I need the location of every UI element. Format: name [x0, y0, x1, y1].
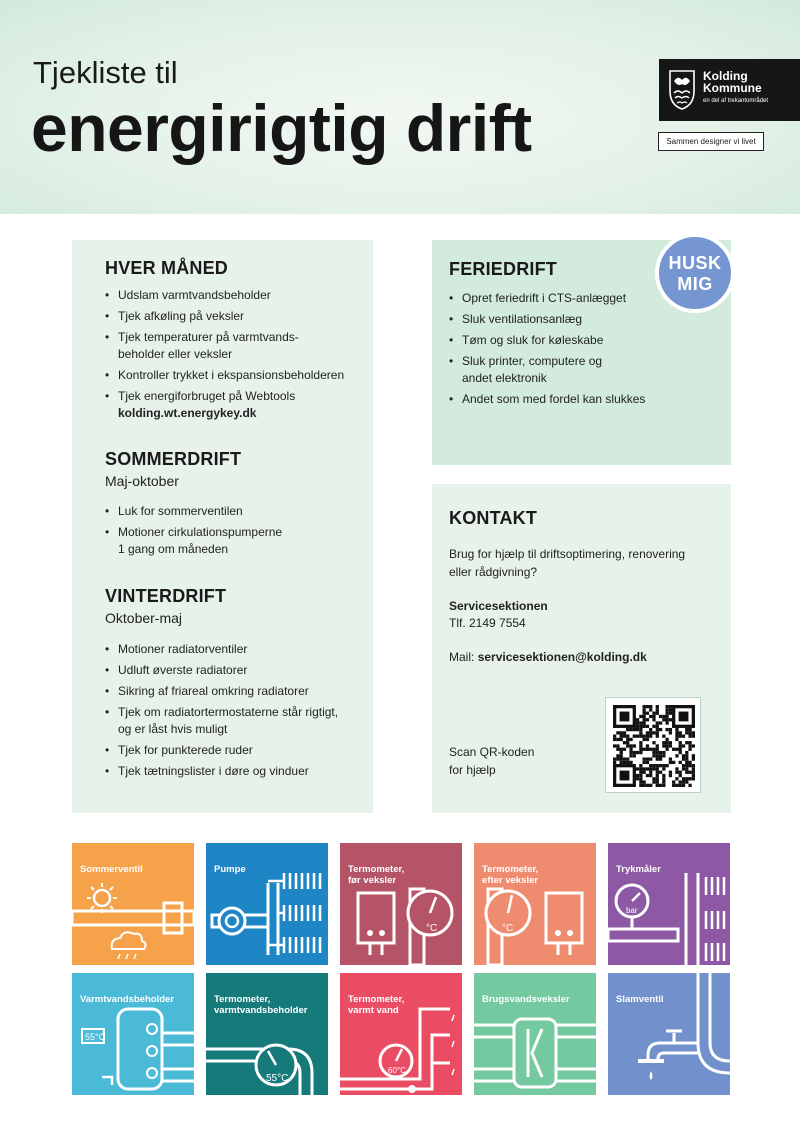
- list-item: • Andet som med fordel kan slukkes: [449, 391, 719, 408]
- tile-label: Sommerventil: [80, 864, 143, 875]
- scan-instructions: [449, 743, 534, 779]
- heading-hver-maaned: HVER MÅNED: [105, 258, 229, 278]
- sludge-valve-icon: [608, 973, 730, 1095]
- tile-slamventil: [608, 973, 730, 1095]
- list-item-text: Tjek temperaturer på varmtvands-: [118, 330, 299, 344]
- tile-label: [214, 994, 307, 1016]
- heading-sommerdrift: SOMMERDRIFT: [105, 449, 242, 469]
- scan-line: Scan QR-koden: [449, 745, 535, 759]
- tile-termometer-foer-veksler: [340, 843, 462, 965]
- kontakt-mail-row: [449, 648, 647, 666]
- husk-mig-badge: [655, 233, 735, 313]
- thermometer-hot-water-icon: [340, 973, 462, 1095]
- tagline: Sammen designer vi livet: [658, 132, 764, 151]
- heading-feriedrift: FERIEDRIFT: [449, 259, 557, 279]
- list-item: [449, 353, 719, 387]
- gauge-unit: 55°C: [85, 1032, 106, 1042]
- page-title: energirigtig drift: [31, 91, 532, 165]
- list-item-text: og er låst hvis muligt: [118, 722, 228, 736]
- logo-text-region: en del af trekantområdet: [703, 98, 769, 104]
- list-vinterdrift: [105, 641, 367, 784]
- tile-label-line: varmtvandsbeholder: [214, 1005, 308, 1016]
- logo-text-kommune: Kommune: [703, 81, 762, 95]
- tile-label-line: Termometer,: [214, 994, 271, 1005]
- list-item-text: Tjek om radiatortermostaterne står rigtigt,: [118, 705, 339, 719]
- list-item: • Motioner radiatorventiler: [105, 641, 367, 658]
- list-item: • Tjek tætningslister i døre og vinduer: [105, 763, 367, 780]
- page-subtitle: Tjekliste til: [33, 55, 178, 90]
- tile-varmtvandsbeholder: [72, 973, 194, 1095]
- scan-line: for hjælp: [449, 763, 496, 777]
- list-item-text: Sluk printer, computere og: [462, 354, 603, 368]
- tile-label-line: Termometer,: [348, 864, 405, 875]
- list-item: • Tjek for punkterede ruder: [105, 742, 367, 759]
- gauge-unit: °C: [502, 923, 514, 934]
- tile-label: [348, 994, 404, 1016]
- tile-trykmaaler: [608, 843, 730, 965]
- kontakt-intro-line: Brug for hjælp til driftsoptimering, renovering: [449, 547, 686, 561]
- gauge-unit: 60°C: [388, 1066, 406, 1075]
- gauge-unit: bar: [626, 906, 638, 915]
- tile-label-line: varmt vand: [348, 1005, 399, 1016]
- tile-label-line: Termometer,: [482, 864, 539, 875]
- tile-termometer-varmt-vand: [340, 973, 462, 1095]
- kontakt-intro-line: eller rådgivning?: [449, 565, 538, 579]
- tile-label: [482, 864, 538, 886]
- list-item: [105, 388, 367, 422]
- list-item: • Udslam varmtvandsbeholder: [105, 287, 367, 304]
- tile-label: Pumpe: [214, 864, 246, 875]
- tile-label: Brugsvandsveksler: [482, 994, 570, 1005]
- badge-line: HUSK: [668, 253, 722, 273]
- list-item: • Udluft øverste radiatorer: [105, 662, 367, 679]
- list-item: • Opret feriedrift i CTS-anlægget: [449, 290, 719, 307]
- water-exchanger-icon: [474, 973, 596, 1095]
- list-item: • Tjek afkøling på veksler: [105, 308, 367, 325]
- tile-termometer-varmtvandsbeholder: [206, 973, 328, 1095]
- thermometer-after-exchanger-icon: [474, 843, 596, 965]
- tile-label-line: Termometer,: [348, 994, 405, 1005]
- list-item-text: Tjek energiforbruget på Webtools: [118, 389, 296, 403]
- pressure-gauge-icon: [608, 843, 730, 965]
- sommerdrift-period: Maj-oktober: [105, 473, 179, 489]
- kolding-crest-icon: [667, 67, 697, 111]
- kontakt-phone[interactable]: Tlf. 2149 7554: [449, 616, 526, 630]
- list-item: [105, 524, 367, 558]
- list-item: • Sikring af friareal omkring radiatorer: [105, 683, 367, 700]
- qr-code[interactable]: [605, 697, 701, 793]
- qr-code-icon: [613, 705, 695, 787]
- vinterdrift-period: Oktober-maj: [105, 610, 183, 626]
- tile-label-line: efter veksler: [482, 875, 538, 886]
- list-item-text: 1 gang om måneden: [118, 542, 229, 556]
- valve-sun-snow-icon: [72, 843, 194, 965]
- tile-pumpe: [206, 843, 328, 965]
- heading-kontakt: KONTAKT: [449, 508, 538, 528]
- header-banner: [0, 0, 800, 214]
- list-item: • Tøm og sluk for køleskabe: [449, 332, 719, 349]
- heading-vinterdrift: VINTERDRIFT: [105, 586, 227, 606]
- gauge-unit: °C: [426, 923, 438, 934]
- tile-termometer-efter-veksler: [474, 843, 596, 965]
- hot-water-tank-icon: [72, 973, 194, 1095]
- thermometer-tank-icon: [206, 973, 328, 1095]
- tile-label: Varmtvandsbeholder: [80, 994, 174, 1005]
- thermometer-before-exchanger-icon: [340, 843, 462, 965]
- list-sommerdrift: [105, 503, 367, 562]
- list-item-text: andet elektronik: [462, 371, 547, 385]
- logo-text-kolding: Kolding: [703, 69, 748, 83]
- mail-link[interactable]: servicesektionen@kolding.dk: [477, 650, 647, 664]
- kontakt-intro: [449, 545, 685, 581]
- badge-line: MIG: [677, 274, 713, 294]
- tile-label-line: før veksler: [348, 875, 397, 886]
- pump-radiator-icon: [206, 843, 328, 965]
- kontakt-name: Servicesektionen: [449, 599, 548, 613]
- tile-brugsvandsveksler: [474, 973, 596, 1095]
- gauge-unit: 55°C: [266, 1073, 289, 1084]
- list-item: • Kontroller trykket i ekspansionsbeholderen: [105, 367, 367, 384]
- tile-sommerventil: [72, 843, 194, 965]
- list-item: [105, 329, 367, 363]
- kolding-logo: [659, 59, 800, 121]
- tile-label: Slamventil: [616, 994, 664, 1005]
- webtools-link[interactable]: kolding.wt.energykey.dk: [118, 406, 257, 420]
- list-item: • Luk for sommerventilen: [105, 503, 367, 520]
- mail-label: Mail:: [449, 650, 475, 664]
- list-item: [105, 704, 367, 738]
- list-item-text: Motioner cirkulationspumperne: [118, 525, 283, 539]
- list-item: • Sluk ventilationsanlæg: [449, 311, 719, 328]
- tile-label: [348, 864, 404, 886]
- tile-label: Trykmåler: [616, 864, 661, 875]
- list-hver-maaned: [105, 287, 367, 426]
- list-item-text: beholder eller veksler: [118, 347, 233, 361]
